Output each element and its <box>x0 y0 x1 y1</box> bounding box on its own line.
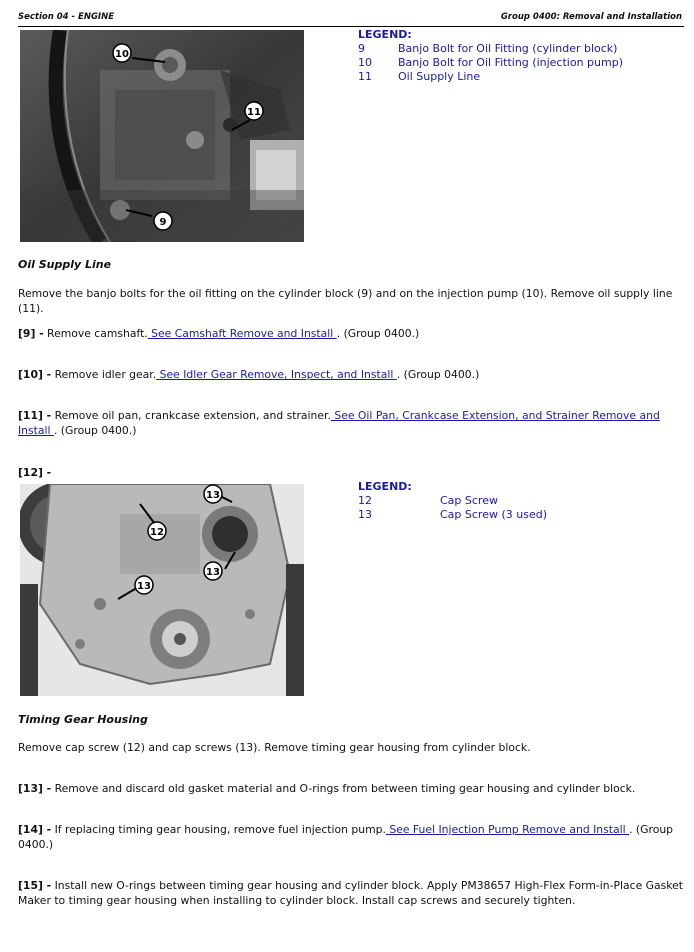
legend-label: Cap Screw (3 used) <box>440 508 548 521</box>
step-11 <box>18 408 683 438</box>
legend-title: LEGEND: <box>358 480 412 493</box>
fuel-injection-pump-link[interactable]: See Fuel Injection Pump Remove and Install <box>385 823 630 836</box>
legend-item <box>358 508 547 522</box>
oil-supply-line-text: Remove the banjo bolts for the oil fitting on the cylinder block (9) and on the injection pump (10). Remove oil supply line (11). <box>18 287 673 315</box>
legend-num: 12 <box>358 494 372 507</box>
section-header: Section 04 - ENGINE <box>18 12 115 22</box>
legend-item <box>358 70 623 84</box>
legend-num: 10 <box>358 56 372 69</box>
step-14 <box>18 822 683 852</box>
step-12 <box>18 465 683 480</box>
oil-supply-line-photo <box>20 30 304 242</box>
step-text: Install new O-rings between timing gear housing and cylinder block. Apply PM38657 High-Flex Form-in-Place Gasket Maker to timing gear housing when installing to cylinder block. Install cap screws and securely tighten. <box>18 879 683 907</box>
heading-timing-gear-housing: Timing Gear Housing <box>18 713 148 726</box>
step-tail: . (Group 0400.) <box>396 368 480 381</box>
step-13 <box>18 781 683 796</box>
oil-pan-link[interactable]: See Oil Pan, Crankcase Extension, and Strainer Remove and Install <box>18 409 660 437</box>
legend-figure-2 <box>358 480 547 522</box>
step-text: Remove and discard old gasket material and O-rings from between timing gear housing and cylinder block. <box>51 782 636 795</box>
step-number: [14] - <box>18 823 52 836</box>
camshaft-link[interactable]: See Camshaft Remove and Install <box>147 327 337 340</box>
timing-gear-housing-text: Remove cap screw (12) and cap screws (13). Remove timing gear housing from cylinder block. <box>18 741 531 754</box>
legend-num: 9 <box>358 42 365 55</box>
callout-13: 13 <box>206 567 220 578</box>
step-tail: . (Group 0400.) <box>18 823 674 851</box>
header-rule <box>18 26 684 27</box>
legend-figure-1 <box>358 28 623 84</box>
step-15 <box>18 878 683 908</box>
legend-item <box>358 42 623 56</box>
step-number: [12] - <box>18 466 52 479</box>
callout-10: 10 <box>115 49 129 60</box>
step-text: Remove camshaft. <box>43 327 148 340</box>
callout-11: 11 <box>247 107 261 118</box>
step-text: Remove oil pan, crankcase extension, and strainer. <box>51 409 331 422</box>
idler-gear-link[interactable]: See Idler Gear Remove, Inspect, and Install <box>156 368 397 381</box>
timing-gear-housing-photo <box>20 484 304 696</box>
step-9 <box>18 326 683 341</box>
step-number: [13] - <box>18 782 52 795</box>
legend-item <box>358 56 623 70</box>
legend-label: Oil Supply Line <box>398 70 481 83</box>
legend-item <box>358 494 547 508</box>
legend-label: Banjo Bolt for Oil Fitting (injection pump) <box>398 56 623 69</box>
legend-label: Banjo Bolt for Oil Fitting (cylinder block) <box>398 42 618 55</box>
step-number: [15] - <box>18 879 52 892</box>
legend-num: 13 <box>358 508 372 521</box>
legend-title: LEGEND: <box>358 28 412 41</box>
step-text: Remove idler gear. <box>51 368 157 381</box>
step-text: If replacing timing gear housing, remove fuel injection pump. <box>51 823 386 836</box>
heading-oil-supply-line: Oil Supply Line <box>18 258 112 271</box>
legend-num: 11 <box>358 70 372 83</box>
step-10 <box>18 367 683 382</box>
step-number: [10] - <box>18 368 52 381</box>
callout-9: 9 <box>159 217 167 228</box>
callout-12: 12 <box>150 527 164 538</box>
step-number: [9] - <box>18 327 44 340</box>
step-tail: . (Group 0400.) <box>53 424 137 437</box>
step-number: [11] - <box>18 409 52 422</box>
legend-label: Cap Screw <box>440 494 498 507</box>
step-tail: . (Group 0400.) <box>336 327 420 340</box>
callout-13: 13 <box>137 581 151 592</box>
group-header: Group 0400: Removal and Installation <box>500 12 682 22</box>
callout-13: 13 <box>206 490 220 501</box>
